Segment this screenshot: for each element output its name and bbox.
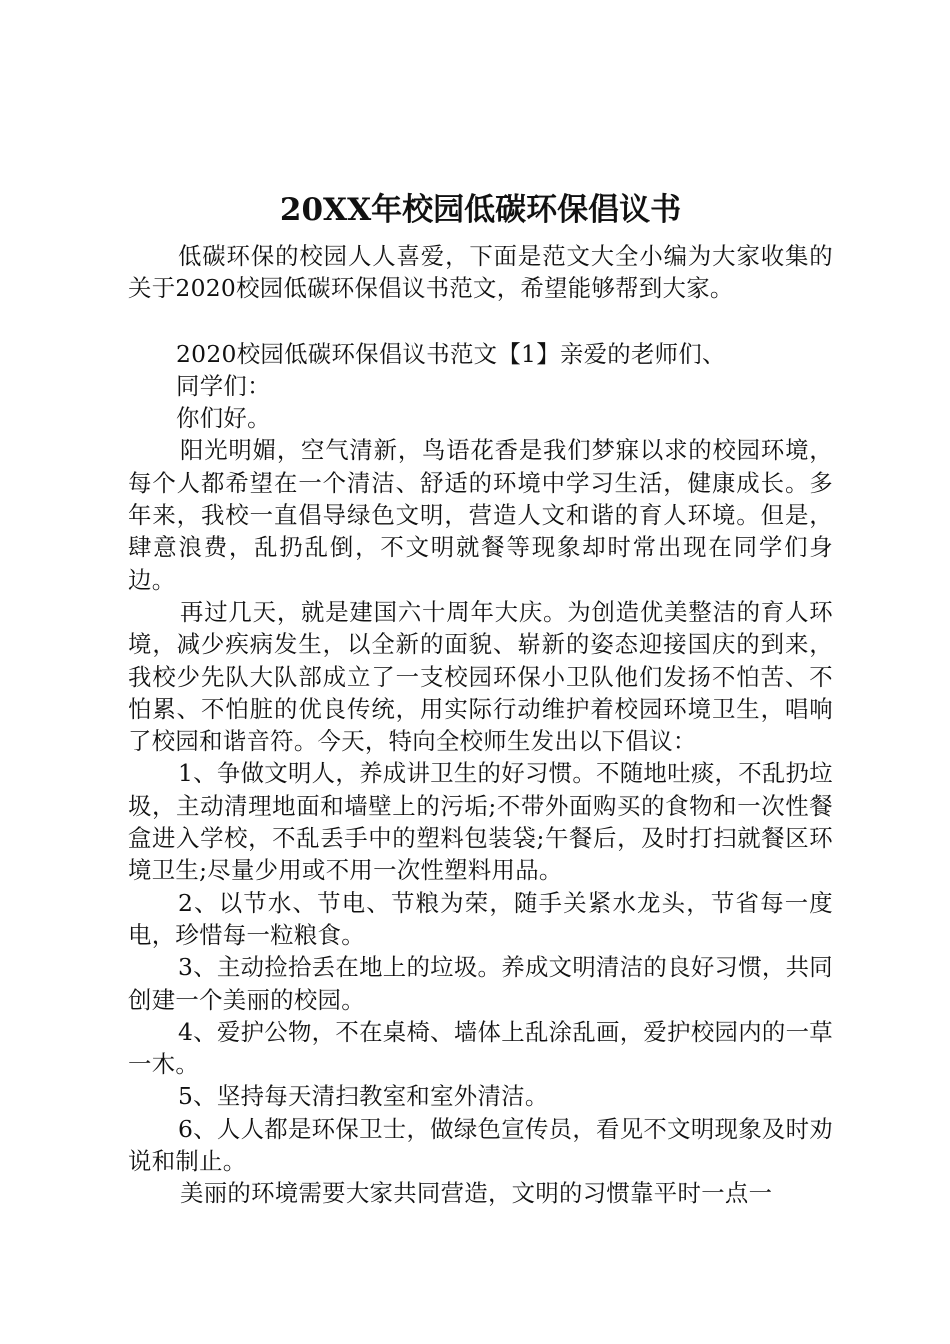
proposal-item: 3、主动捡拾丢在地上的垃圾。养成文明清洁的良好习惯，共同创建一个美丽的校园。 [128, 953, 833, 1014]
proposal-item: 4、爱护公物，不在桌椅、墙体上乱涂乱画，爱护校园内的一草一木。 [128, 1017, 833, 1079]
closing-paragraph: 美丽的环境需要大家共同营造，文明的习惯靠平时一点一 [180, 1179, 773, 1208]
body-paragraph: 再过几天，就是建国六十周年大庆。为创造优美整洁的育人环境，减少疾病发生，以全新的面貌、崭新的姿态迎接国庆的到来，我校少先队大队部成立了一支校园环保小卫队他们发扬不怕苦、不怕累、不怕脏的优良传统，用实际行动维护着校园环境卫生，唱响了校园和谐音符。今天，特向全校师生发出以下倡议： [128, 597, 833, 756]
section-heading: 2020校园低碳环保倡议书范文【1】亲爱的老师们、 [176, 339, 726, 368]
greeting: 你们好。 [176, 404, 271, 433]
proposal-item: 6、人人都是环保卫士，做绿色宣传员，看见不文明现象及时劝说和制止。 [128, 1114, 833, 1176]
proposal-item: 1、争做文明人，养成讲卫生的好习惯。不随地吐痰，不乱扔垃圾，主动清理地面和墙壁上的污垢;不带外面购买的食物和一次性餐盒进入学校，不乱丢手中的塑料包装袋;午餐后，及时打扫就餐区环境卫生;尽量少用或不用一次性塑料用品。 [128, 759, 833, 885]
body-paragraph: 阳光明媚，空气清新，鸟语花香是我们梦寐以求的校园环境，每个人都希望在一个清洁、舒适的环境中学习生活，健康成长。多年来，我校一直倡导绿色文明，营造人文和谐的育人环境。但是，肆意浪费，乱扔乱倒，不文明就餐等现象却时常出现在同学们身边。 [128, 436, 833, 594]
proposal-item: 5、坚持每天清扫教室和室外清洁。 [178, 1082, 549, 1111]
salutation: 同学们： [176, 371, 271, 400]
proposal-item: 2、以节水、节电、节粮为荣，随手关紧水龙头，节省每一度电，珍惜每一粒粮食。 [128, 888, 833, 949]
document-body [128, 240, 833, 1210]
document-title: 20XX年校园低碳环保倡议书 [279, 192, 682, 228]
intro-paragraph: 低碳环保的校园人人喜爱，下面是范文大全小编为大家收集的关于2020校园低碳环保倡议书范文，希望能够帮到大家。 [128, 242, 833, 303]
